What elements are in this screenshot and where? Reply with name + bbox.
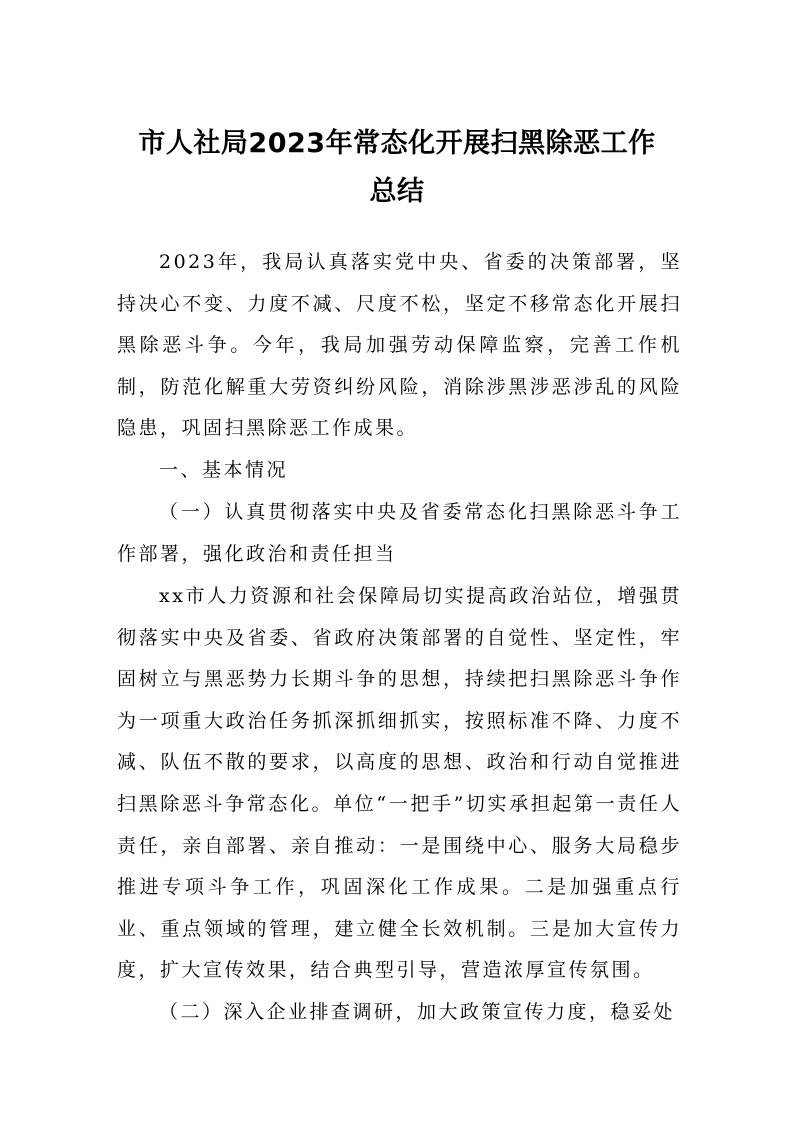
subsection-heading-2: （二）深入企业排查调研，加大政策宣传力度，稳妥处	[159, 1001, 676, 1023]
paragraph-intro: 2023年，我局认真落实党中央、省委的决策部署，坚持决心不变、力度不减、尺度不松，坚定不移常态化开展扫黑除恶斗争。今年，我局加强劳动保障监察，完善工作机制，防范化解重大劳资纠纷风险，消除涉黑涉恶涉乱的风险隐患，巩固扫黑除恶工作成果。	[117, 251, 682, 440]
document-title-line1: 市人社局2023年常态化开展扫黑除恶工作	[138, 128, 656, 159]
subsection-heading-1: （一）认真贯彻落实中央及省委常态化扫黑除恶斗争工作部署，强化政治和责任担当	[117, 501, 682, 565]
document-title-line2: 总结	[369, 176, 425, 207]
section-heading-basic-situation: 一、基本情况	[159, 459, 289, 481]
paragraph-subsection-1-body: xx市人力资源和社会保障局切实提高政治站位，增强贯彻落实中央及省委、省政府决策部署的自觉性、坚定性，牢固树立与黑恶势力长期斗争的思想，持续把扫黑除恶斗争作为一项重大政治任务抓深抓细抓实，按照标准不降、力度不减、队伍不散的要求，以高度的思想、政治和行动自觉推进扫黑除恶斗争常态化。单位“一把手”切实承担起第一责任人责任，亲自部署、亲自推动：一是围绕中心、服务大局稳步推进专项斗争工作，巩固深化工作成果。二是加强重点行业、重点领域的管理，建立健全长效机制。三是加大宣传力度，扩大宣传效果，结合典型引导，营造浓厚宣传氛围。	[117, 585, 682, 982]
